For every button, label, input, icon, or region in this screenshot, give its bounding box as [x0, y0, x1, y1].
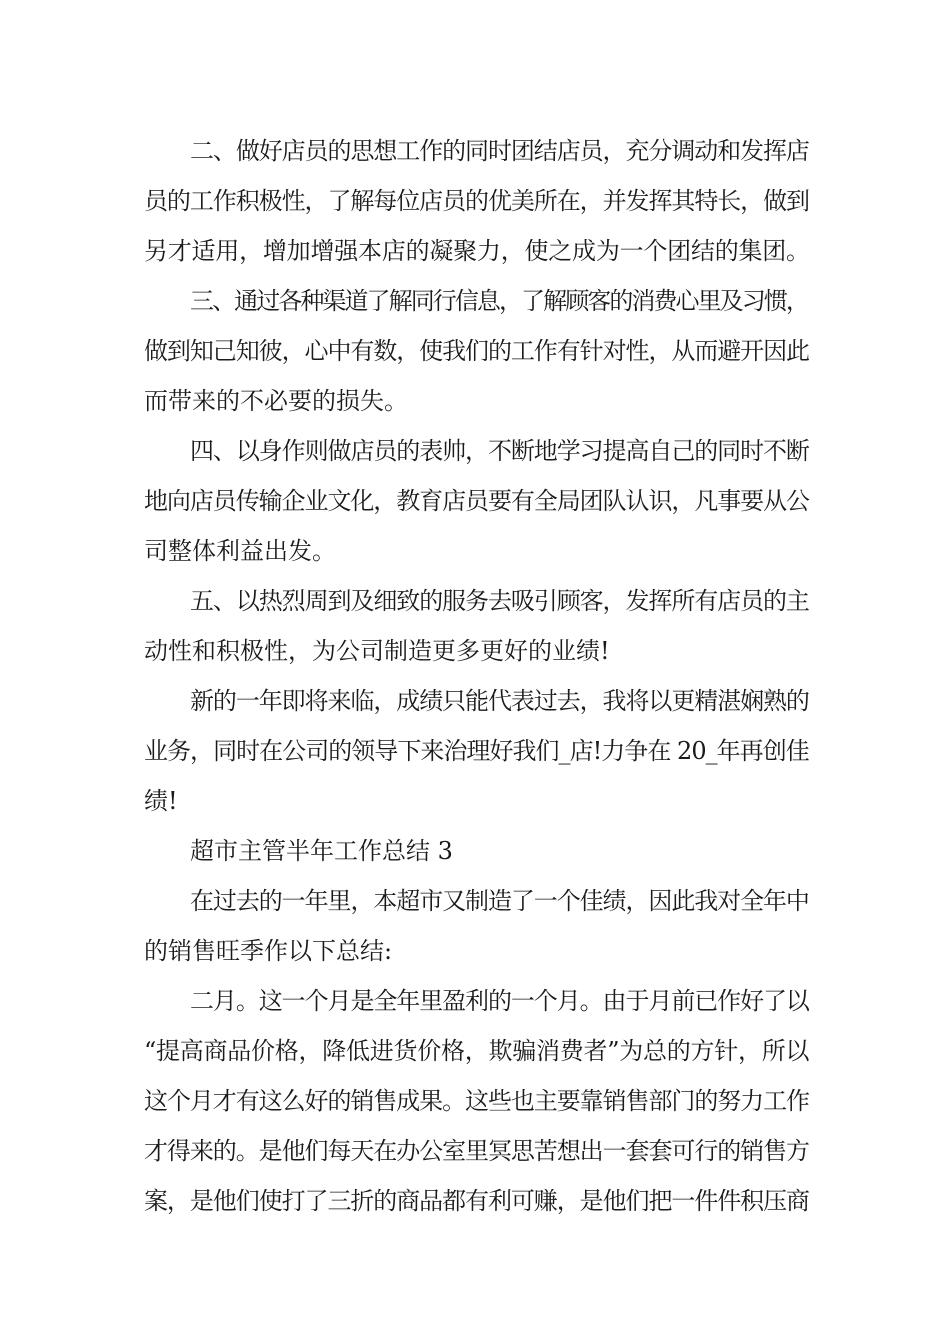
text-line: 员的工作积极性，了解每位店员的优美所在，并发挥其特长，做到	[144, 187, 809, 215]
text-line: 司整体利益出发。	[144, 537, 336, 565]
text-line: 而带来的不必要的损失。	[144, 387, 408, 415]
text-line: 业务，同时在公司的领导下来治理好我们_店!力争在 20_年再创佳	[144, 737, 809, 765]
text-line: 三、通过各种渠道了解同行信息，了解顾客的消费心里及习惯，	[190, 287, 808, 315]
text-line: 动性和积极性，为公司制造更多更好的业绩!	[144, 637, 610, 665]
text-line: 的销售旺季作以下总结:	[144, 937, 393, 965]
text-line: 五、以热烈周到及细致的服务去吸引顾客，发挥所有店员的主	[190, 587, 809, 615]
text-line: 在过去的一年里，本超市又制造了一个佳绩，因此我对全年中	[190, 887, 809, 915]
text-line: 四、以身作则做店员的表帅，不断地学习提高自己的同时不断	[190, 437, 809, 465]
text-line: 另才适用，增加增强本店的凝聚力，使之成为一个团结的集团。	[144, 237, 810, 265]
text-line: 新的一年即将来临，成绩只能代表过去，我将以更精湛娴熟的	[190, 687, 809, 715]
text-line: 做到知己知彼，心中有数，使我们的工作有针对性，从而避开因此	[144, 337, 809, 365]
text-line: 地向店员传输企业文化，教育店员要有全局团队认识，凡事要从公	[144, 487, 809, 515]
text-line: “提高商品价格，降低进货价格，欺骗消费者”为总的方针，所以	[144, 1037, 810, 1065]
text-line: 案，是他们使打了三折的商品都有利可赚，是他们把一件件积压商	[144, 1187, 809, 1215]
text-line: 才得来的。是他们每天在办公室里冥思苦想出一套套可行的销售方	[144, 1137, 809, 1165]
text-line: 这个月才有这么好的销售成果。这些也主要靠销售部门的努力工作	[144, 1087, 809, 1115]
text-line: 二、做好店员的思想工作的同时团结店员，充分调动和发挥店	[190, 137, 809, 165]
section-heading: 超市主管半年工作总结 3	[190, 837, 453, 865]
text-line: 绩!	[144, 787, 178, 815]
text-line: 二月。这一个月是全年里盈利的一个月。由于月前已作好了以	[190, 987, 809, 1015]
